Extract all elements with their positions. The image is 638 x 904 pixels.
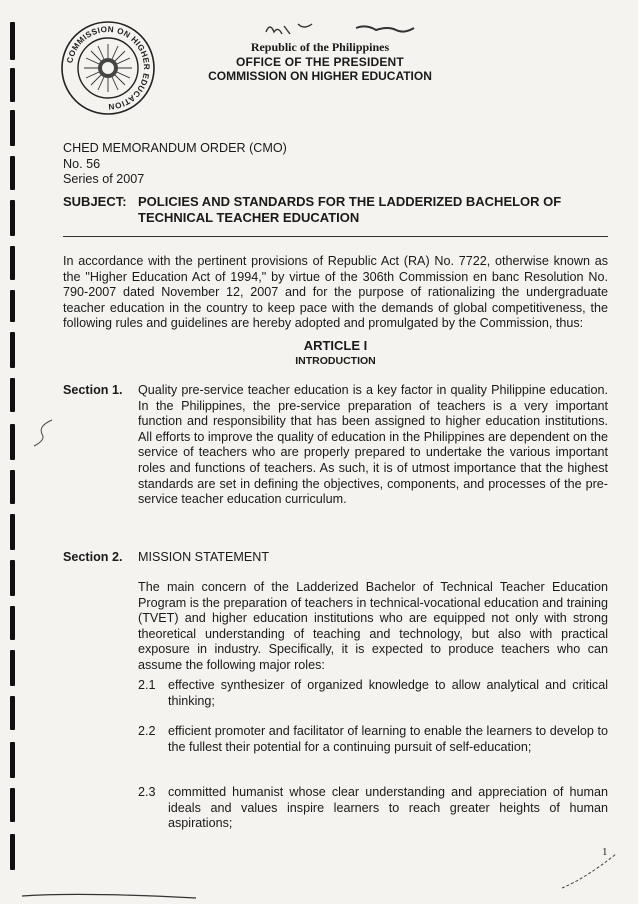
binder-mark: [10, 424, 15, 460]
pen-stroke-icon: [560, 850, 620, 890]
office-line: OFFICE OF THE PRESIDENT: [236, 55, 404, 69]
memo-series: Series of 2007: [63, 172, 145, 187]
section2-label: Section 2.: [63, 550, 123, 564]
binder-mark: [10, 742, 15, 778]
binder-mark: [10, 834, 15, 870]
binder-mark: [10, 290, 15, 322]
binder-mark: [10, 696, 15, 730]
commission-line: COMMISSION ON HIGHER EDUCATION: [208, 69, 432, 83]
binder-mark: [10, 246, 15, 280]
item-number: 2.1: [138, 678, 156, 692]
binder-mark: [10, 560, 15, 596]
memo-title: CHED MEMORANDUM ORDER (CMO): [63, 141, 287, 155]
binder-mark: [10, 200, 15, 236]
list-item: efficient promoter and facilitator of learning to enable the learners to develop to the fullest their potential for a continuing pursuit of self-education;: [168, 724, 608, 754]
section1-body: Quality pre-service teacher education is a key factor in quality Philippine education. In the Philippines, the pre-service preparation of teachers is a very important function and responsibility that has been assigned to higher education institutions. All efforts to improve the quality of education in the Philippines are dependent on the service of teachers who are properly prepared to undertake the various important roles and functions of teachers. As such, it is of utmost importance that the highest standards are set in defining the objectives, components, and processes of the pre-service teacher education curriculum.: [138, 383, 608, 507]
republic-line: Republic of the Philippines: [250, 40, 390, 54]
letterhead: [170, 40, 470, 83]
pen-stroke-icon: [20, 890, 200, 902]
page-number: 1: [602, 846, 608, 858]
section2-heading: MISSION STATEMENT: [138, 550, 270, 564]
section1-label: Section 1.: [63, 383, 123, 397]
binder-mark: [10, 68, 15, 102]
memo-block: [63, 141, 287, 188]
subject-text: POLICIES AND STANDARDS FOR THE LADDERIZED BACHELOR OF TECHNICAL TEACHER EDUCATION: [138, 194, 562, 225]
article-title: ARTICLE I: [303, 338, 368, 353]
list-item: effective synthesizer of organized knowledge to allow analytical and critical thinking;: [168, 678, 608, 708]
memo-number: No. 56: [63, 156, 101, 171]
binder-mark: [10, 22, 15, 60]
binder-mark: [10, 514, 15, 550]
binder-mark: [10, 378, 15, 412]
subject-label: SUBJECT:: [63, 194, 127, 209]
binder-mark: [10, 110, 15, 146]
binder-mark: [10, 156, 15, 190]
ched-seal-icon: [60, 20, 156, 116]
section2-body: The main concern of the Ladderized Bachelor of Technical Teacher Education Program is the preparation of teachers in technical-vocational education and training (TVET) and higher education institutions who are equipped not only with strong theoretical understanding of teaching and technology, but also with practical exposure in industry. Specifically, it is expected to produce teachers who can assume the following major roles:: [138, 580, 608, 672]
binder-mark: [10, 332, 15, 368]
intro-paragraph: In accordance with the pertinent provisions of Republic Act (RA) No. 7722, otherwise known as the "Higher Education Act of 1994," by virtue of the 306th Commission en banc Resolution No. 790-2007 dated November 12, 2007 and for the purpose of rationalizing the undergraduate teacher education in the country to keep pace with the demands of global competitiveness, the following rules and guidelines are hereby adopted and promulgated by the Commission, thus:: [63, 254, 608, 331]
binder-mark: [10, 650, 15, 686]
article-subtitle: INTRODUCTION: [295, 355, 376, 367]
item-number: 2.2: [138, 724, 156, 738]
pen-stroke-icon: [30, 418, 60, 448]
binder-mark: [10, 606, 15, 640]
binder-mark: [10, 470, 15, 504]
svg-text:COMMISSION ON HIGHER EDUCATION: COMMISSION ON HIGHER EDUCATION: [65, 24, 152, 112]
item-number: 2.3: [138, 785, 156, 799]
divider-rule: [63, 236, 608, 237]
binder-mark: [10, 788, 15, 822]
scribble-mark-icon: [262, 20, 422, 38]
list-item: committed humanist whose clear understanding and appreciation of human ideals and values inspire learners to reach greater heights of human aspirations;: [168, 785, 608, 831]
